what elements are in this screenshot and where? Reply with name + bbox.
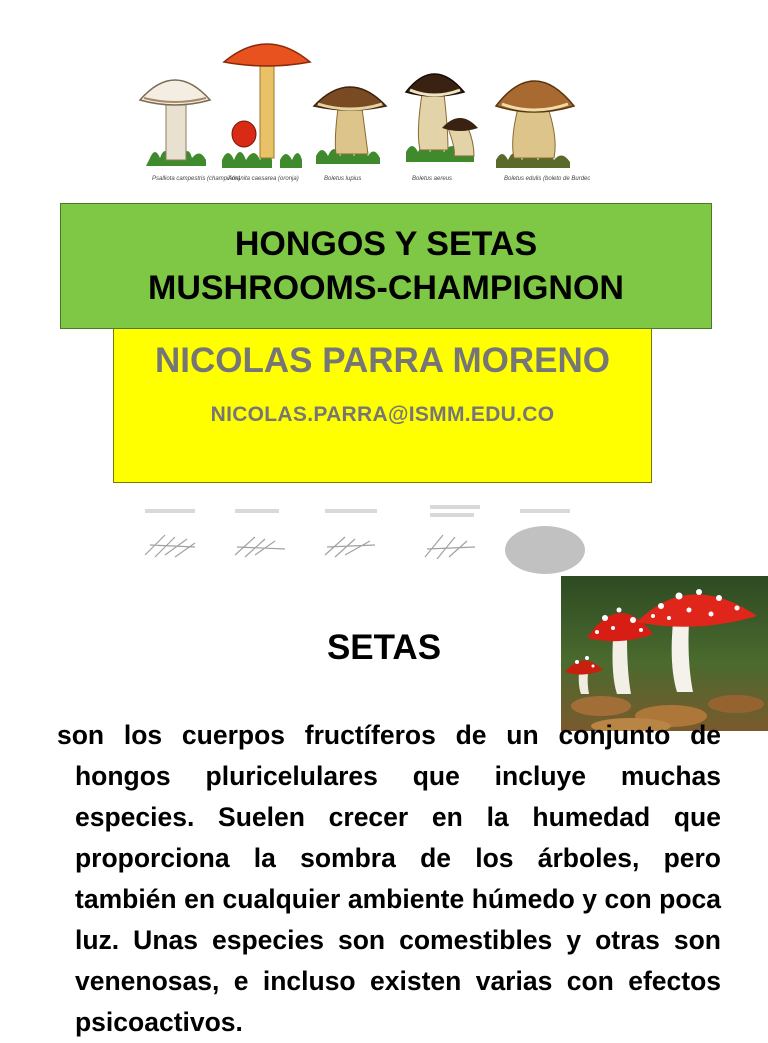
section-heading: SETAS <box>326 628 442 667</box>
caption-2: Amanita caesarea (oronja) <box>228 176 299 182</box>
mushroom-1-icon <box>140 80 210 166</box>
mushroom-3-icon <box>314 87 386 164</box>
mushroom-illustration-top <box>130 28 590 203</box>
caption-3: Boletus lupius <box>324 176 362 182</box>
section-body: son los cuerpos fructíferos de un conjunto de hongos pluricelulares que incluye muchas especies. Suelen crecer en la humedad que proporciona la sombra de los árboles, pero también en cualquier ambiente húmedo y con poca luz. Unas especies son comestibles y otras son venenosas, e incluso existen varias con efectos psicoactivos. <box>57 720 721 1037</box>
caption-4: Boletus aereus <box>412 176 453 182</box>
mushroom-4-icon <box>406 74 478 162</box>
title-line-1: HONGOS Y SETAS <box>234 225 538 263</box>
mushroom-2-icon <box>222 44 310 168</box>
mushroom-5-icon <box>496 81 574 168</box>
title-line-2: MUSHROOMS-CHAMPIGNON <box>148 269 624 307</box>
mushroom-illustration-bottom <box>125 495 595 575</box>
author-box <box>113 329 652 483</box>
caption-5: Boletus edulis (boleto de Burdeos) <box>504 176 590 182</box>
author-email: NICOLAS.PARRA@ISMM.EDU.CO <box>210 403 555 426</box>
caption-1: Psalliota campestris (champiñón) <box>152 176 241 182</box>
author-name: NICOLAS PARRA MORENO <box>155 341 610 380</box>
title-box <box>60 203 712 329</box>
